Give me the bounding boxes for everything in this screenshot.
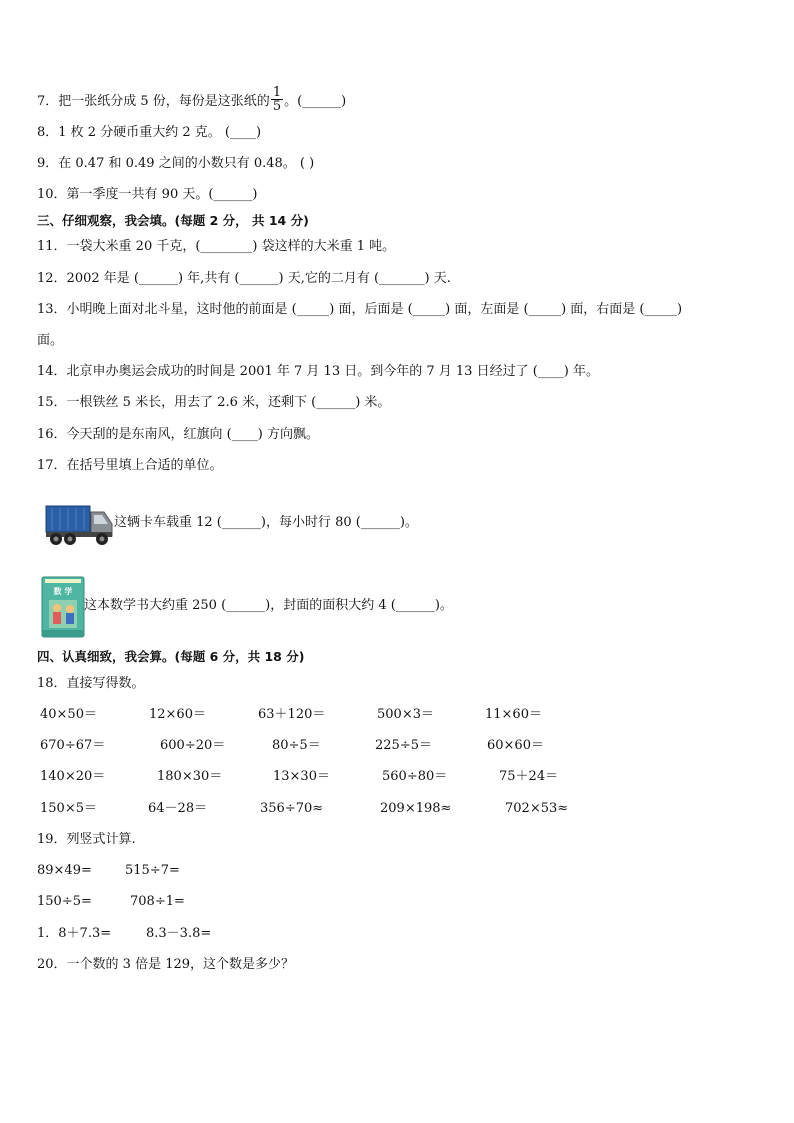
q7-answer-blank: 。(______) [284, 94, 347, 109]
calc-item: 180×30＝ [157, 769, 223, 784]
calc-item: 12×60＝ [149, 707, 206, 722]
truck-image [44, 498, 114, 548]
vertical-calc-item: 708÷1= [130, 894, 185, 909]
calc-item: 702×53≈ [505, 801, 569, 816]
question-18: 18．直接写得数。 [37, 676, 145, 691]
q7-text: 7．把一张纸分成 5 份，每份是这张纸的 [37, 94, 270, 109]
calc-item: 63＋120＝ [258, 707, 326, 722]
question-8: 8．1 枚 2 分硬币重大约 2 克。 (____) [37, 125, 262, 140]
section-3-heading: 三、仔细观察，我会填。(每题 2 分， 共 14 分) [37, 213, 309, 228]
calc-item: 356÷70≈ [260, 801, 324, 816]
fraction: $\frac{1}{5}$ [272, 85, 282, 114]
book-title: 数 学 [53, 587, 73, 596]
vertical-calc-item: 8.3－3.8= [146, 926, 212, 941]
question-12: 12．2002 年是 (______) 年,共有 (______) 天,它的二月有 (_______) 天. [37, 271, 451, 286]
question-17: 17．在括号里填上合适的单位。 [37, 458, 223, 473]
vertical-calc-item: 1．8＋7.3= [37, 926, 112, 941]
calc-item: 64－28＝ [148, 801, 208, 816]
section-4-heading: 四、认真细致，我会算。(每题 6 分，共 18 分) [37, 649, 305, 664]
question-17-book-line: 这本数学书大约重 250 (______)，封面的面积大约 4 (______)。 [84, 598, 453, 613]
question-20: 20．一个数的 3 倍是 129，这个数是多少？ [37, 957, 295, 972]
calc-item: 140×20＝ [40, 769, 106, 784]
calc-item: 670÷67＝ [40, 738, 106, 753]
calc-item: 11×60＝ [485, 707, 542, 722]
question-10: 10．第一季度一共有 90 天。(______) [37, 187, 258, 202]
question-14: 14．北京申办奥运会成功的时间是 2001 年 7 月 13 日。到今年的 7 月 13 日经过了 (____) 年。 [37, 364, 599, 379]
calc-item: 225÷5＝ [375, 738, 432, 753]
calc-item: 60×60＝ [487, 738, 544, 753]
calc-item: 40×50＝ [40, 707, 97, 722]
question-13: 13．小明晚上面对北斗星，这时他的前面是 (_____) 面，后面是 (_____) 面，左面是 (_____) 面，右面是 (_____) [37, 302, 683, 317]
calc-item: 13×30＝ [273, 769, 330, 784]
calc-item: 209×198≈ [380, 801, 452, 816]
calc-item: 80÷5＝ [272, 738, 321, 753]
question-7 [37, 85, 347, 115]
calc-item: 150×5＝ [40, 801, 97, 816]
math-book-image [41, 576, 85, 638]
calc-item: 500×3＝ [377, 707, 434, 722]
vertical-calc-item: 515÷7= [125, 863, 180, 878]
vertical-calc-item: 150÷5= [37, 894, 92, 909]
calc-item: 75＋24＝ [499, 769, 559, 784]
calc-item: 560÷80＝ [382, 769, 448, 784]
question-15: 15．一根铁丝 5 米长，用去了 2.6 米，还剩下 (______) 米。 [37, 395, 391, 410]
question-17-truck-line: 这辆卡车载重 12 (______)，每小时行 80 (______)。 [114, 515, 418, 530]
question-11: 11．一袋大米重 20 千克，(________) 袋这样的大米重 1 吨。 [37, 239, 396, 254]
vertical-calc-item: 89×49= [37, 863, 92, 878]
question-13-continued: 面。 [37, 333, 64, 348]
calc-item: 600÷20＝ [160, 738, 226, 753]
question-9: 9．在 0.47 和 0.49 之间的小数只有 0.48。 ( ) [37, 156, 315, 171]
question-16: 16．今天刮的是东南风，红旗向 (____) 方向飘。 [37, 427, 319, 442]
question-19: 19．列竖式计算. [37, 832, 136, 847]
